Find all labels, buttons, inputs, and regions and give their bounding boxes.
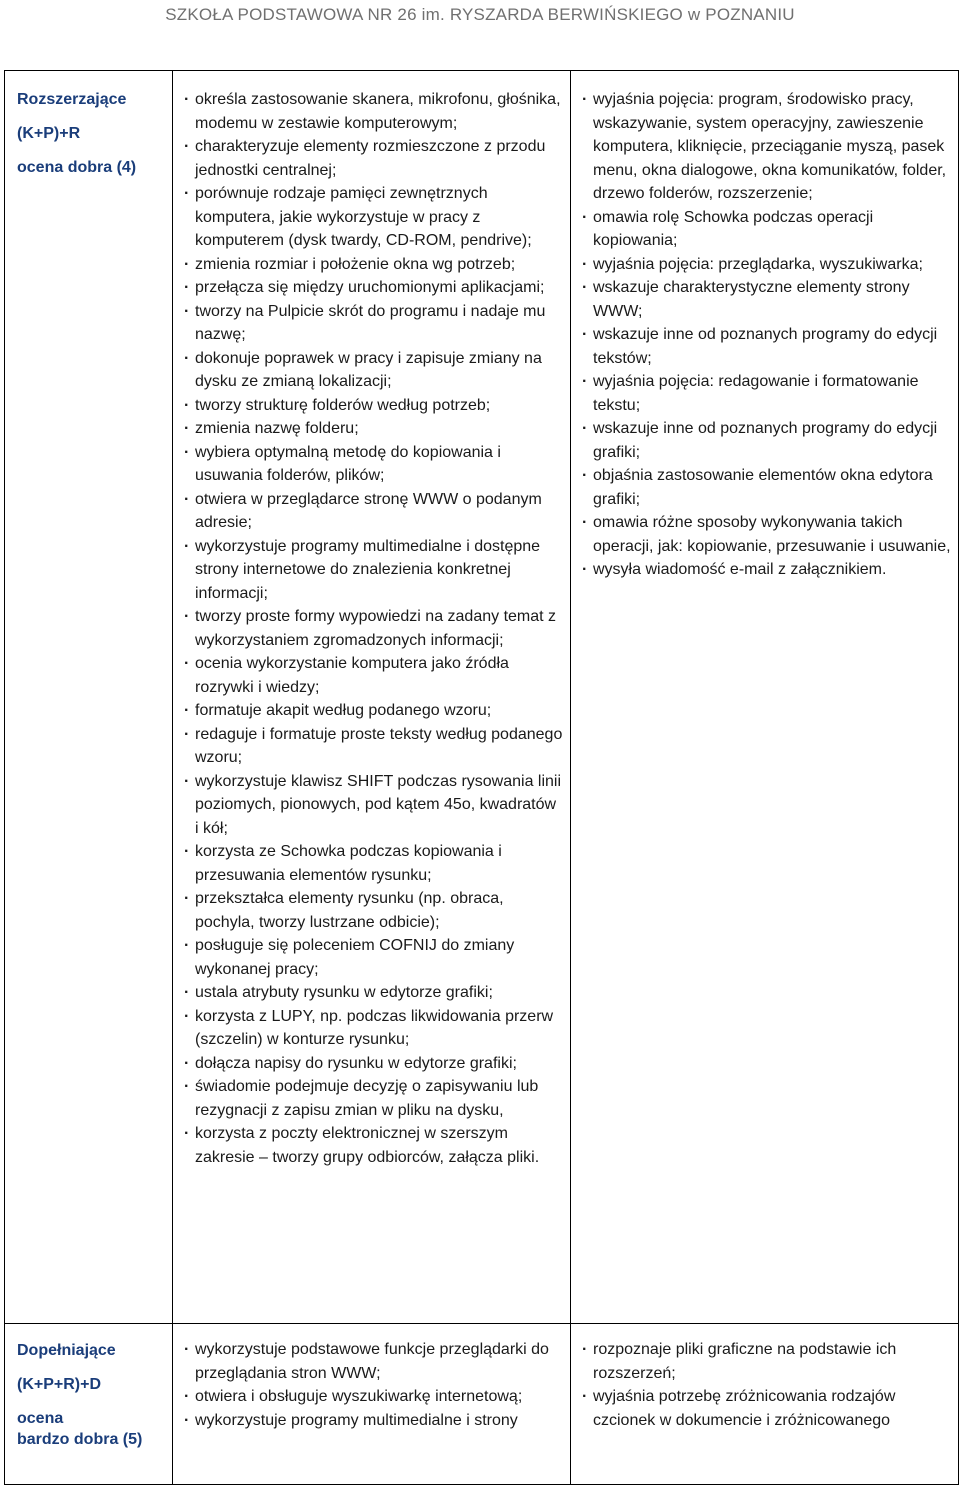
list-item: · korzysta z poczty elektronicznej w szerszym zakresie – tworzy grupy odbiorców, załącza pliki.	[173, 1122, 564, 1169]
skills-cell	[173, 71, 571, 1324]
grade-cell	[5, 71, 173, 1324]
list-item: · wysyła wiadomość e-mail z załącznikiem.	[571, 558, 952, 582]
grade-mark-detail: bardzo dobra (5)	[17, 1431, 143, 1448]
list-item: · zmienia rozmiar i położenie okna wg potrzeb;	[173, 253, 564, 277]
grade-mark: ocena dobra (4)	[17, 159, 137, 176]
grade-formula: (K+P)+R	[17, 125, 81, 142]
knowledge-cell	[571, 71, 959, 1324]
list-item: · otwiera w przeglądarce stronę WWW o podanym adresie;	[173, 488, 564, 535]
list-item: · ustala atrybuty rysunku w edytorze grafiki;	[173, 981, 564, 1005]
skills-list	[173, 1324, 570, 1440]
grade-label	[5, 1324, 172, 1450]
list-item: · dokonuje poprawek w pracy i zapisuje zmiany na dysku ze zmianą lokalizacji;	[173, 347, 564, 394]
list-item: · tworzy strukturę folderów według potrzeb;	[173, 394, 564, 418]
list-item: · wykorzystuje podstawowe funkcje przeglądarki do przeglądania stron WWW;	[173, 1338, 564, 1385]
requirements-table	[4, 70, 959, 1485]
list-item: · posługuje się poleceniem COFNIJ do zmiany wykonanej pracy;	[173, 934, 564, 981]
list-item: · redaguje i formatuje proste teksty według podanego wzoru;	[173, 723, 564, 770]
list-item: · określa zastosowanie skanera, mikrofonu, głośnika, modemu w zestawie komputerowym;	[173, 88, 564, 135]
skills-cell	[173, 1324, 571, 1485]
list-item: · porównuje rodzaje pamięci zewnętrznych komputera, jakie wykorzystuje w pracy z komputerem (dysk twardy, CD-ROM, pendrive);	[173, 182, 564, 253]
list-item: · przekształca elementy rysunku (np. obraca, pochyla, tworzy lustrzane odbicie);	[173, 887, 564, 934]
list-item: · rozpoznaje pliki graficzne na podstawie ich rozszerzeń;	[571, 1338, 952, 1385]
list-item: · wykorzystuje programy multimedialne i strony	[173, 1409, 564, 1433]
knowledge-list	[571, 71, 958, 590]
list-item: · wyjaśnia pojęcia: program, środowisko pracy, wskazywanie, system operacyjny, zawieszenie komputera, kliknięcie, przeciąganie myszą, pasek menu, okna dialogowe, okna komunikatów, folder, drzewo folderów, rozszerzenie;	[571, 88, 952, 206]
table-row	[5, 71, 959, 1324]
list-item: · tworzy proste formy wypowiedzi na zadany temat z wykorzystaniem zgromadzonych informacji;	[173, 605, 564, 652]
list-item: · przełącza się między uruchomionymi aplikacjami;	[173, 276, 564, 300]
requirements-table-wrapper	[4, 70, 958, 1485]
list-item: · otwiera i obsługuje wyszukiwarkę internetową;	[173, 1385, 564, 1409]
list-item: · świadomie podejmuje decyzję o zapisywaniu lub rezygnacji z zapisu zmian w pliku na dysku,	[173, 1075, 564, 1122]
skills-list	[173, 71, 570, 1177]
list-item: · wyjaśnia pojęcia: redagowanie i formatowanie tekstu;	[571, 370, 952, 417]
knowledge-cell	[571, 1324, 959, 1485]
list-item: · zmienia nazwę folderu;	[173, 417, 564, 441]
list-item: · charakteryzuje elementy rozmieszczone z przodu jednostki centralnej;	[173, 135, 564, 182]
grade-cell	[5, 1324, 173, 1485]
grade-formula: (K+P+R)+D	[17, 1376, 102, 1393]
list-item: · wskazuje inne od poznanych programy do edycji tekstów;	[571, 323, 952, 370]
list-item: · wskazuje charakterystyczne elementy strony WWW;	[571, 276, 952, 323]
list-item: · omawia różne sposoby wykonywania takich operacji, jak: kopiowanie, przesuwanie i usuwanie,	[571, 511, 952, 558]
grade-mark: ocena	[17, 1410, 64, 1427]
list-item: · wybiera optymalną metodę do kopiowania i usuwania folderów, plików;	[173, 441, 564, 488]
list-item: · wykorzystuje programy multimedialne i dostępne strony internetowe do znalezienia konkretnej informacji;	[173, 535, 564, 606]
list-item: · ocenia wykorzystanie komputera jako źródła rozrywki i wiedzy;	[173, 652, 564, 699]
list-item: · wykorzystuje klawisz SHIFT podczas rysowania linii poziomych, pionowych, pod kątem 45o, kwadratów i kół;	[173, 770, 564, 841]
knowledge-list	[571, 1324, 958, 1440]
list-item: · wyjaśnia pojęcia: przeglądarka, wyszukiwarka;	[571, 253, 952, 277]
list-item: · wskazuje inne od poznanych programy do edycji grafiki;	[571, 417, 952, 464]
grade-level: Rozszerzające	[17, 91, 127, 108]
list-item: · omawia rolę Schowka podczas operacji kopiowania;	[571, 206, 952, 253]
grade-label	[5, 71, 172, 178]
grade-level: Dopełniające	[17, 1342, 116, 1359]
list-item: · objaśnia zastosowanie elementów okna edytora grafiki;	[571, 464, 952, 511]
list-item: · korzysta ze Schowka podczas kopiowania i przesuwania elementów rysunku;	[173, 840, 564, 887]
list-item: · korzysta z LUPY, np. podczas likwidowania przerw (szczelin) w konturze rysunku;	[173, 1005, 564, 1052]
list-item: · formatuje akapit według podanego wzoru;	[173, 699, 564, 723]
page-header: SZKOŁA PODSTAWOWA NR 26 im. RYSZARDA BERWIŃSKIEGO w POZNANIU	[165, 5, 795, 24]
list-item: · tworzy na Pulpicie skrót do programu i nadaje mu nazwę;	[173, 300, 564, 347]
table-row	[5, 1324, 959, 1485]
list-item: · wyjaśnia potrzebę zróżnicowania rodzajów czcionek w dokumencie i zróżnicowanego	[571, 1385, 952, 1432]
list-item: · dołącza napisy do rysunku w edytorze grafiki;	[173, 1052, 564, 1076]
